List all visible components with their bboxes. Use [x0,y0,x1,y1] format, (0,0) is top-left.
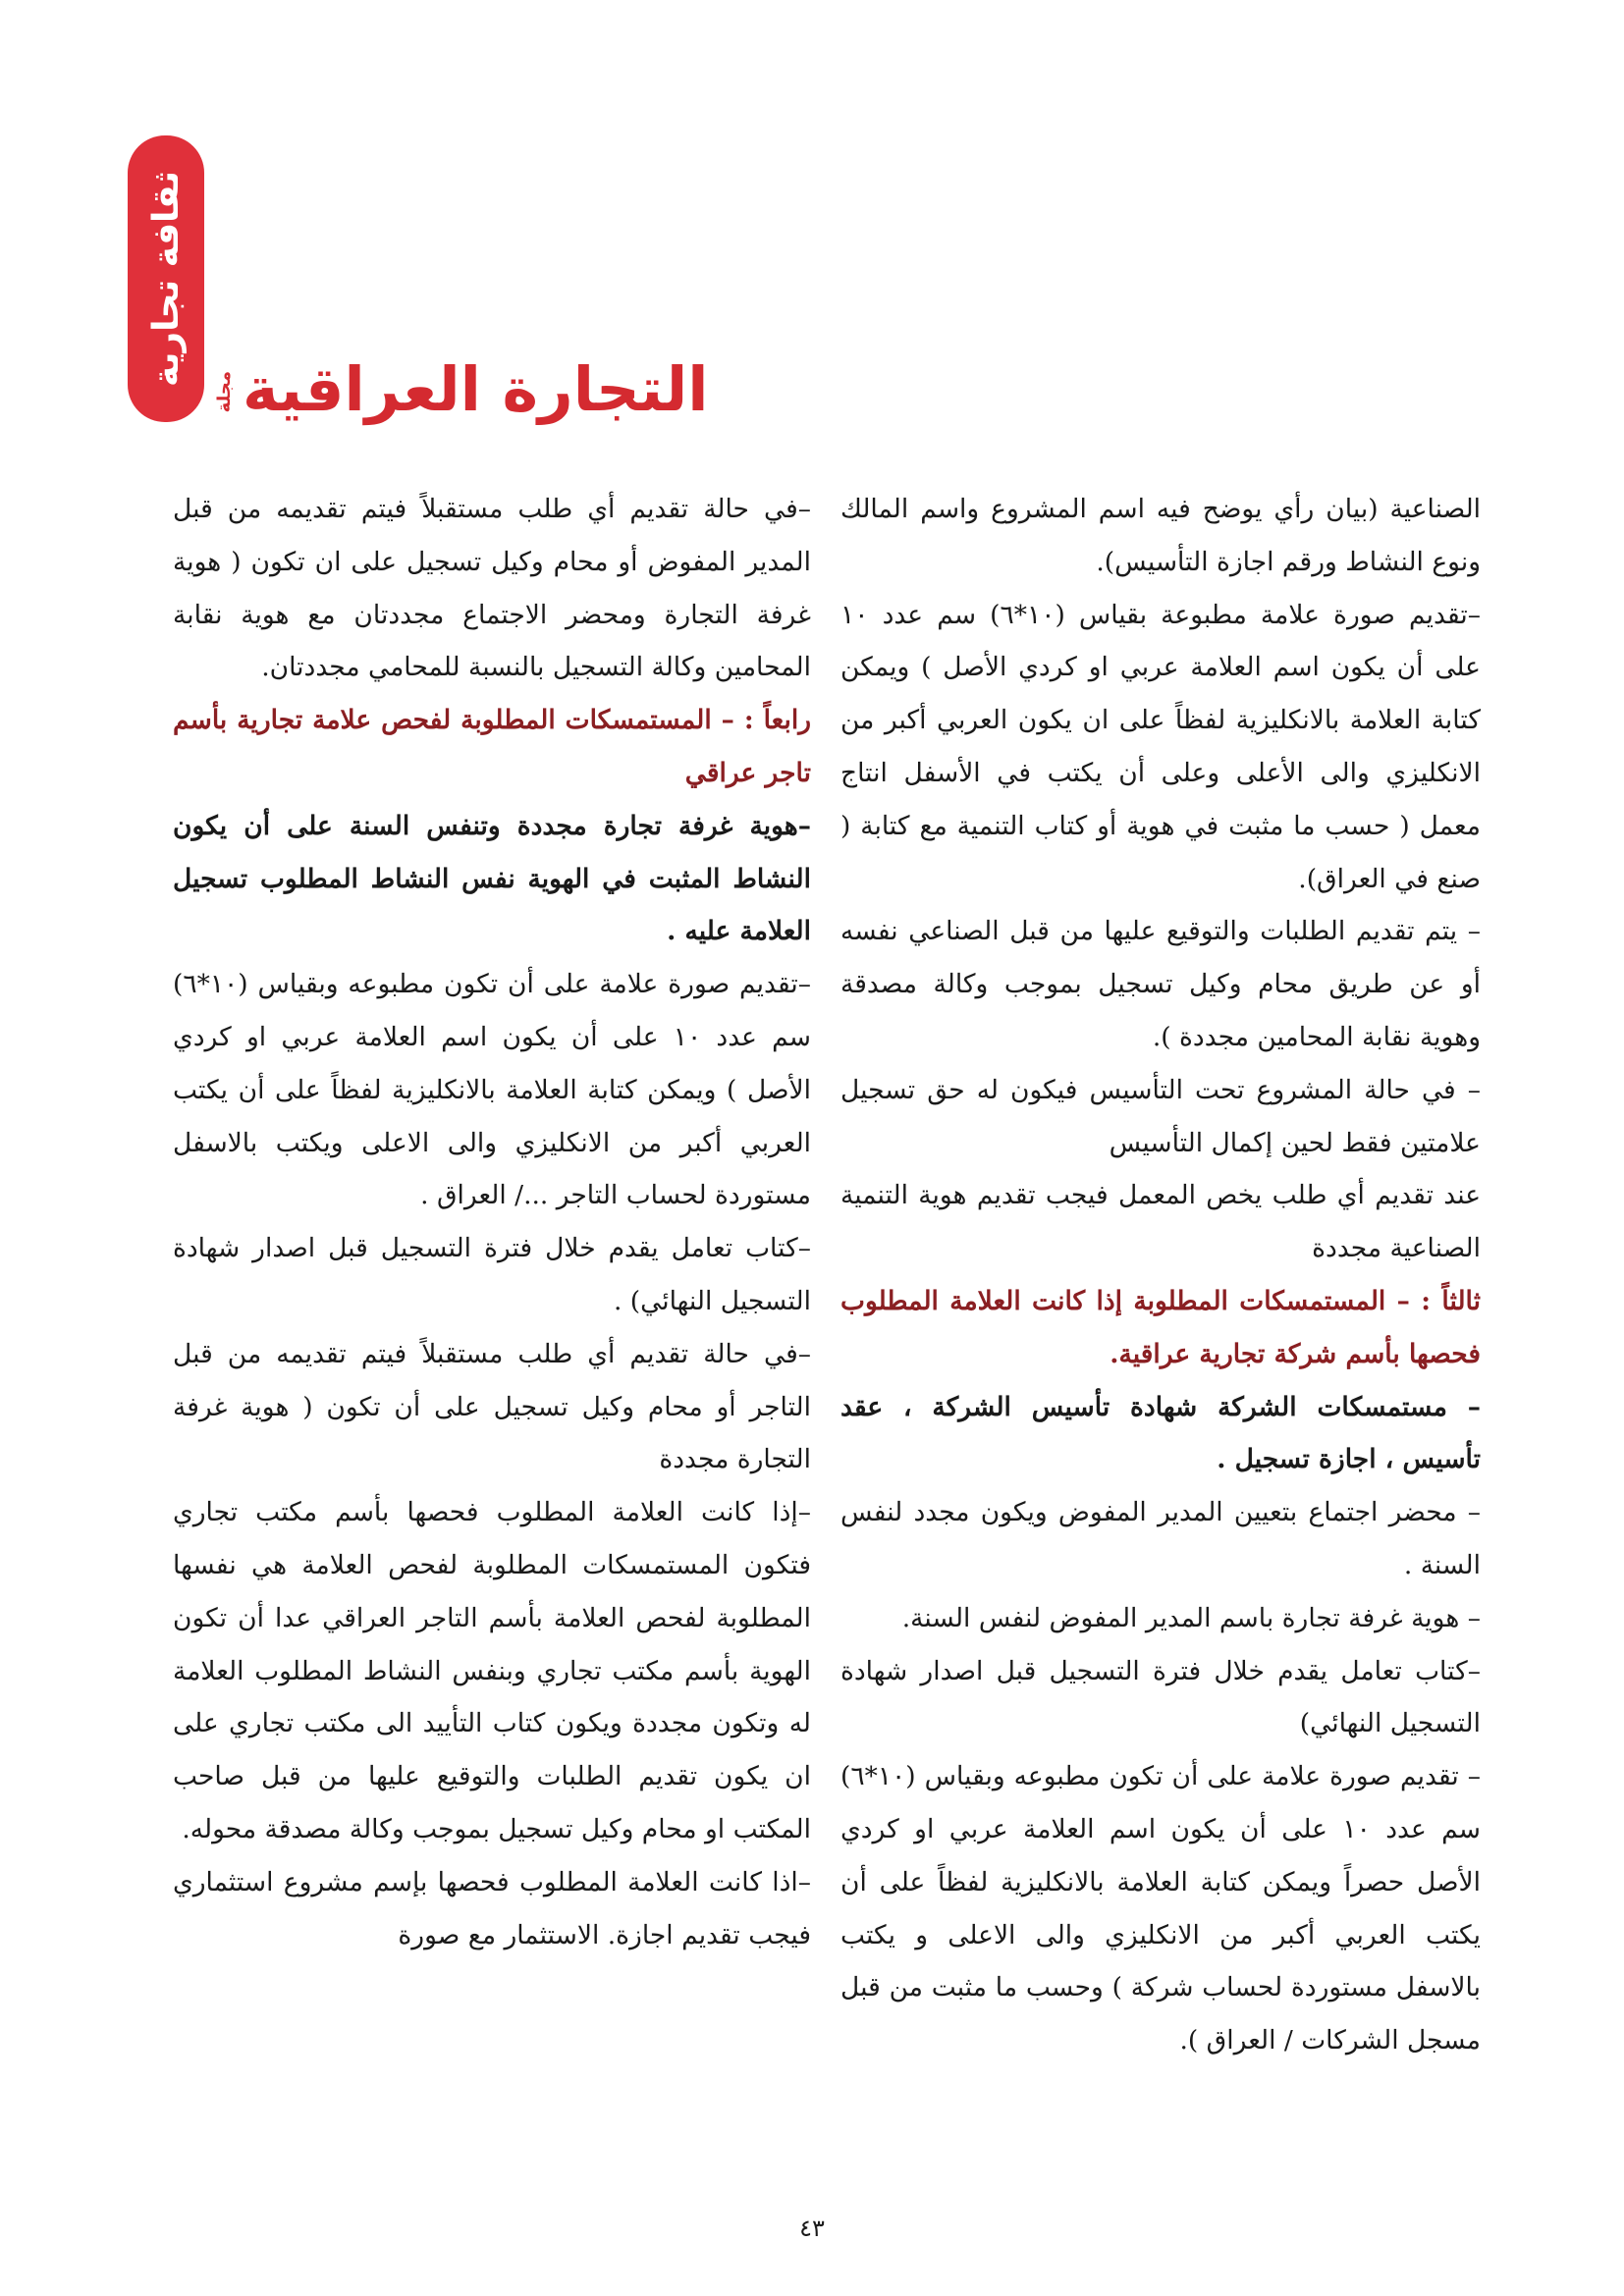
page-number: ٤٣ [799,2215,825,2242]
magazine-logo-title: التجارة العراقية [243,353,709,425]
paragraph: –في حالة تقديم أي طلب مستقبلاً فيتم تقديمه من قبل المدير المفوض أو محام وكيل تسجيل على ان تكون ( هوية غرفة التجارة ومحضر الاجتماع مجددتان مع هوية نقابة المحامين وكالة التسجيل بالنسبة للمحامي مجددتان. [173,494,811,683]
paragraph: – يتم تقديم الطلبات والتوقيع عليها من قبل الصناعي نفسه أو عن طريق محام وكيل تسجيل بموجب وكالة مصدقة وهوية نقابة المحامين مجددة ). [840,916,1481,1052]
paragraph: –كتاب تعامل يقدم خلال فترة التسجيل قبل اصدار شهادة التسجيل النهائي) . [173,1233,811,1316]
paragraph: –تقديم صورة علامة على أن تكون مطبوعه وبقياس (١٠*٦) سم عدد ١٠ على أن يكون اسم العلامة عربي او كردي الأصل ) ويمكن كتابة العلامة بالانكليزية لفظاً على أن يكتب العربي أكبر من الانكليزي والى الاعلى ويكتب بالاسفل مستوردة لحساب التاجر .../ العراق . [173,969,811,1211]
paragraph: – تقديم صورة علامة على أن تكون مطبوعه وبقياس (١٠*٦) سم عدد ١٠ على أن يكون اسم العلامة عربي او كردي الأصل حصراً ويمكن كتابة العلامة بالانكليزية لفظاً على أن يكتب العربي أكبر من الانكليزي والى الاعلى و يكتب بالاسفل مستوردة لحساب شركة ) وحسب ما مثبت من قبل مسجل الشركات / العراق ). [840,1761,1481,2056]
paragraph: –هوية غرفة تجارة مجددة وتنفس السنة على أن يكون النشاط المثبت في الهوية نفس النشاط المطلوب تسجيل العلامة عليه . [173,810,811,947]
paragraph: –كتاب تعامل يقدم خلال فترة التسجيل قبل اصدار شهادة التسجيل النهائي) [840,1655,1481,1739]
section-tab [128,135,204,422]
paragraph: الصناعية (بيان رأي يوضح فيه اسم المشروع واسم المالك ونوع النشاط ورقم اجازة التأسيس). [840,494,1481,577]
left-column [173,483,811,1961]
paragraph: – محضر اجتماع بتعيين المدير المفوض ويكون مجدد لنفس السنة . [840,1497,1481,1580]
paragraph: – في حالة المشروع تحت التأسيس فيكون له حق تسجيل علامتين فقط لحين إكمال التأسيس [840,1074,1481,1158]
paragraph: – هوية غرفة تجارة باسم المدير المفوض لنفس السنة. [901,1602,1481,1633]
section-heading: رابعاً : – المستمسكات المطلوبة لفحص علامة تجارية بأسم تاجر عراقي [173,705,811,788]
paragraph: –اذا كانت العلامة المطلوب فحصها بإسم مشروع استثماري فيجب تقديم اجازة. الاستثمار مع صورة [173,1866,811,1950]
section-tab-label: ثقافة تجارية [145,171,187,387]
paragraph: – مستمسكات الشركة شهادة تأسيس الشركة ، عقد تأسيس ، اجازة تسجيل . [840,1391,1481,1475]
paragraph: عند تقديم أي طلب يخص المعمل فيجب تقديم هوية التنمية الصناعية مجددة [840,1180,1481,1264]
magazine-logo-prefix: مجلة [214,370,235,412]
magazine-logo [214,332,709,425]
paragraph: –تقديم صورة علامة مطبوعة بقياس (١٠*٦) سم عدد ١٠ على أن يكون اسم العلامة عربي او كردي الأصل ) ويمكن كتابة العلامة بالانكليزية لفظاً على ان يكون العربي أكبر من الانكليزي والى الأعلى وعلى أن يكتب في الأسفل انتاج معمل ( حسب ما مثبت في هوية أو كتاب التنمية مع كتابة ( صنع في العراق). [840,599,1481,894]
right-column [840,483,1481,2067]
paragraph: –إذا كانت العلامة المطلوب فحصها بأسم مكتب تجاري فتكون المستمسكات المطلوبة لفحص العلامة هي نفسها المطلوبة لفحص العلامة بأسم التاجر العراقي عدا أن تكون الهوية بأسم مكتب تجاري وبنفس النشاط المطلوب العلامة له وتكون مجددة ويكون كتاب التأييد الى مكتب تجاري على ان يكون تقديم الطلبات والتوقيع عليها من قبل صاحب المكتب او محام وكيل تسجيل بموجب وكالة مصدقة محوله. [173,1497,811,1844]
section-heading: ثالثاً : – المستمسكات المطلوبة إذا كانت العلامة المطلوب فحصها بأسم شركة تجارية عراقية. [840,1285,1481,1369]
paragraph: –في حالة تقديم أي طلب مستقبلاً فيتم تقديمه من قبل التاجر أو محام وكيل تسجيل على أن تكون ( هوية غرفة التجارة مجددة [173,1338,811,1475]
